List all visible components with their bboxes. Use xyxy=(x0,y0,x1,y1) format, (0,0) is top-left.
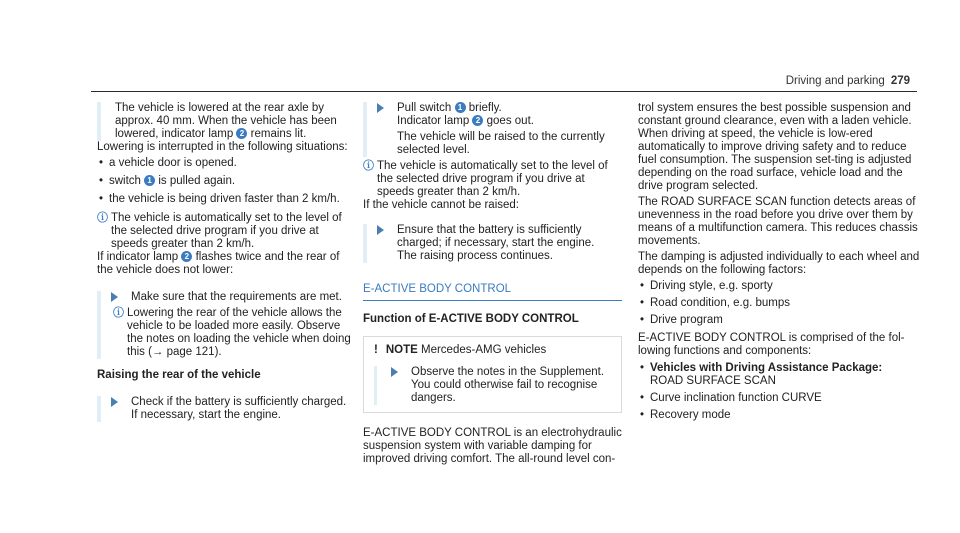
section-heading: Raising the rear of the vehicle xyxy=(97,369,261,381)
list-item: • a vehicle door is opened. xyxy=(97,157,355,170)
step-arrow-icon xyxy=(111,292,118,302)
info-icon: ⓘ xyxy=(97,212,108,224)
list-item: • Road condition, e.g. bumps xyxy=(638,297,921,310)
callout-2-icon: 2 xyxy=(181,251,192,262)
step-arrow-icon xyxy=(377,225,384,235)
list-item: • Drive program xyxy=(638,314,921,327)
callout-2-icon: 2 xyxy=(236,128,247,139)
list-item: • Recovery mode xyxy=(638,409,921,422)
step-item: Check if the battery is sufficiently charged. If necessary, start the engine. xyxy=(97,396,355,422)
running-header xyxy=(786,75,910,87)
info-note: ⓘ Lowering the rear of the vehicle allows the vehicle to be loaded more easily. Observe the notes on loading the vehicle when doing this (→ page 121). xyxy=(113,307,351,358)
header-section: Driving and parking xyxy=(785,75,885,87)
list-item: • Vehicles with Driving Assistance Package: ROAD SURFACE SCAN xyxy=(638,362,921,388)
body-paragraph: The ROAD SURFACE SCAN function detects areas of unevenness in the road before you drive over them by means of a multifunction camera. This reduces chassis movements. xyxy=(638,196,918,247)
body-paragraph: E-ACTIVE BODY CONTROL is comprised of the fol-lowing functions and components: xyxy=(638,332,905,357)
column-3 xyxy=(638,102,921,422)
flash-text: If indicator lamp 2 flashes twice and the rear of the vehicle does not lower: xyxy=(97,251,340,276)
info-note: ⓘ The vehicle is automatically set to the level of the selected drive program if you drive at speeds greater than 2 km/h. xyxy=(97,212,342,250)
step-item: Observe the notes in the Supplement. You could otherwise fail to recognise dangers. xyxy=(374,366,611,405)
column-1 xyxy=(97,102,355,422)
callout-1-icon: 1 xyxy=(455,102,466,113)
info-note: ⓘ The vehicle is automatically set to the level of the selected drive program if you drive at speeds greater than 2 km/h. xyxy=(363,160,608,198)
body-paragraph: The damping is adjusted individually to each wheel and depends on the following factors: xyxy=(638,251,920,276)
body-paragraph: trol system ensures the best possible suspension and constant ground clearance, even with a laden vehicle. When driving at speed, the vehicle is low-ered automatically to improve driving safety and to reduce fuel consumption. The suspension set-ting is adjusted depending on the road surface, vehicle load and the drive program selected. xyxy=(638,102,912,192)
interrupt-intro: Lowering is interrupted in the following situations: xyxy=(97,141,348,153)
lowered-info-box xyxy=(97,102,355,141)
callout-2-icon: 2 xyxy=(472,115,483,126)
note-box xyxy=(363,336,622,413)
step-item: Make sure that the requirements are met. ⓘ Lowering the rear of the vehicle allows the vehicle to be loaded more easily. Observe the notes on loading the vehicle when doing this (→ page 121). xyxy=(97,291,355,359)
column-2 xyxy=(363,102,622,466)
list-item: • Driving style, e.g. sporty xyxy=(638,280,921,293)
warning-icon: ! xyxy=(374,344,378,356)
note-label: NOTE xyxy=(385,344,418,356)
list-item: • switch 1 is pulled again. xyxy=(97,175,355,188)
page-number: 279 xyxy=(890,75,910,87)
page-header xyxy=(0,0,960,90)
info-icon: ⓘ xyxy=(363,160,374,172)
step-item: Pull switch 1 briefly. Indicator lamp 2 goes out. The vehicle will be raised to the currently selected level. xyxy=(363,102,622,157)
header-rule xyxy=(91,91,917,92)
section-title: E-ACTIVE BODY CONTROL xyxy=(363,283,512,295)
list-item: • the vehicle is being driven faster than 2 km/h. xyxy=(97,193,355,206)
step-item: Ensure that the battery is sufficiently charged; if necessary, start the engine. The raising process continues. xyxy=(363,224,622,263)
function-heading: Function of E-ACTIVE BODY CONTROL xyxy=(363,313,579,325)
step-arrow-icon xyxy=(111,397,118,407)
section-rule xyxy=(363,300,622,301)
list-item: • Curve inclination function CURVE xyxy=(638,392,921,405)
step-arrow-icon xyxy=(377,103,384,113)
callout-1-icon: 1 xyxy=(144,175,155,186)
note-text: Mercedes-AMG vehicles xyxy=(421,344,547,356)
body-text: E-ACTIVE BODY CONTROL is an electrohydraulic suspension system with variable damping for improved driving comfort. The all-round level con- xyxy=(363,427,622,465)
lowered-text: The vehicle is lowered at the rear axle by approx. 40 mm. When the vehicle has been lowered, indicator lamp 2 remains lit. xyxy=(115,102,337,140)
cannot-raise-text: If the vehicle cannot be raised: xyxy=(363,199,519,211)
step-arrow-icon xyxy=(391,367,398,377)
info-icon: ⓘ xyxy=(113,307,124,319)
